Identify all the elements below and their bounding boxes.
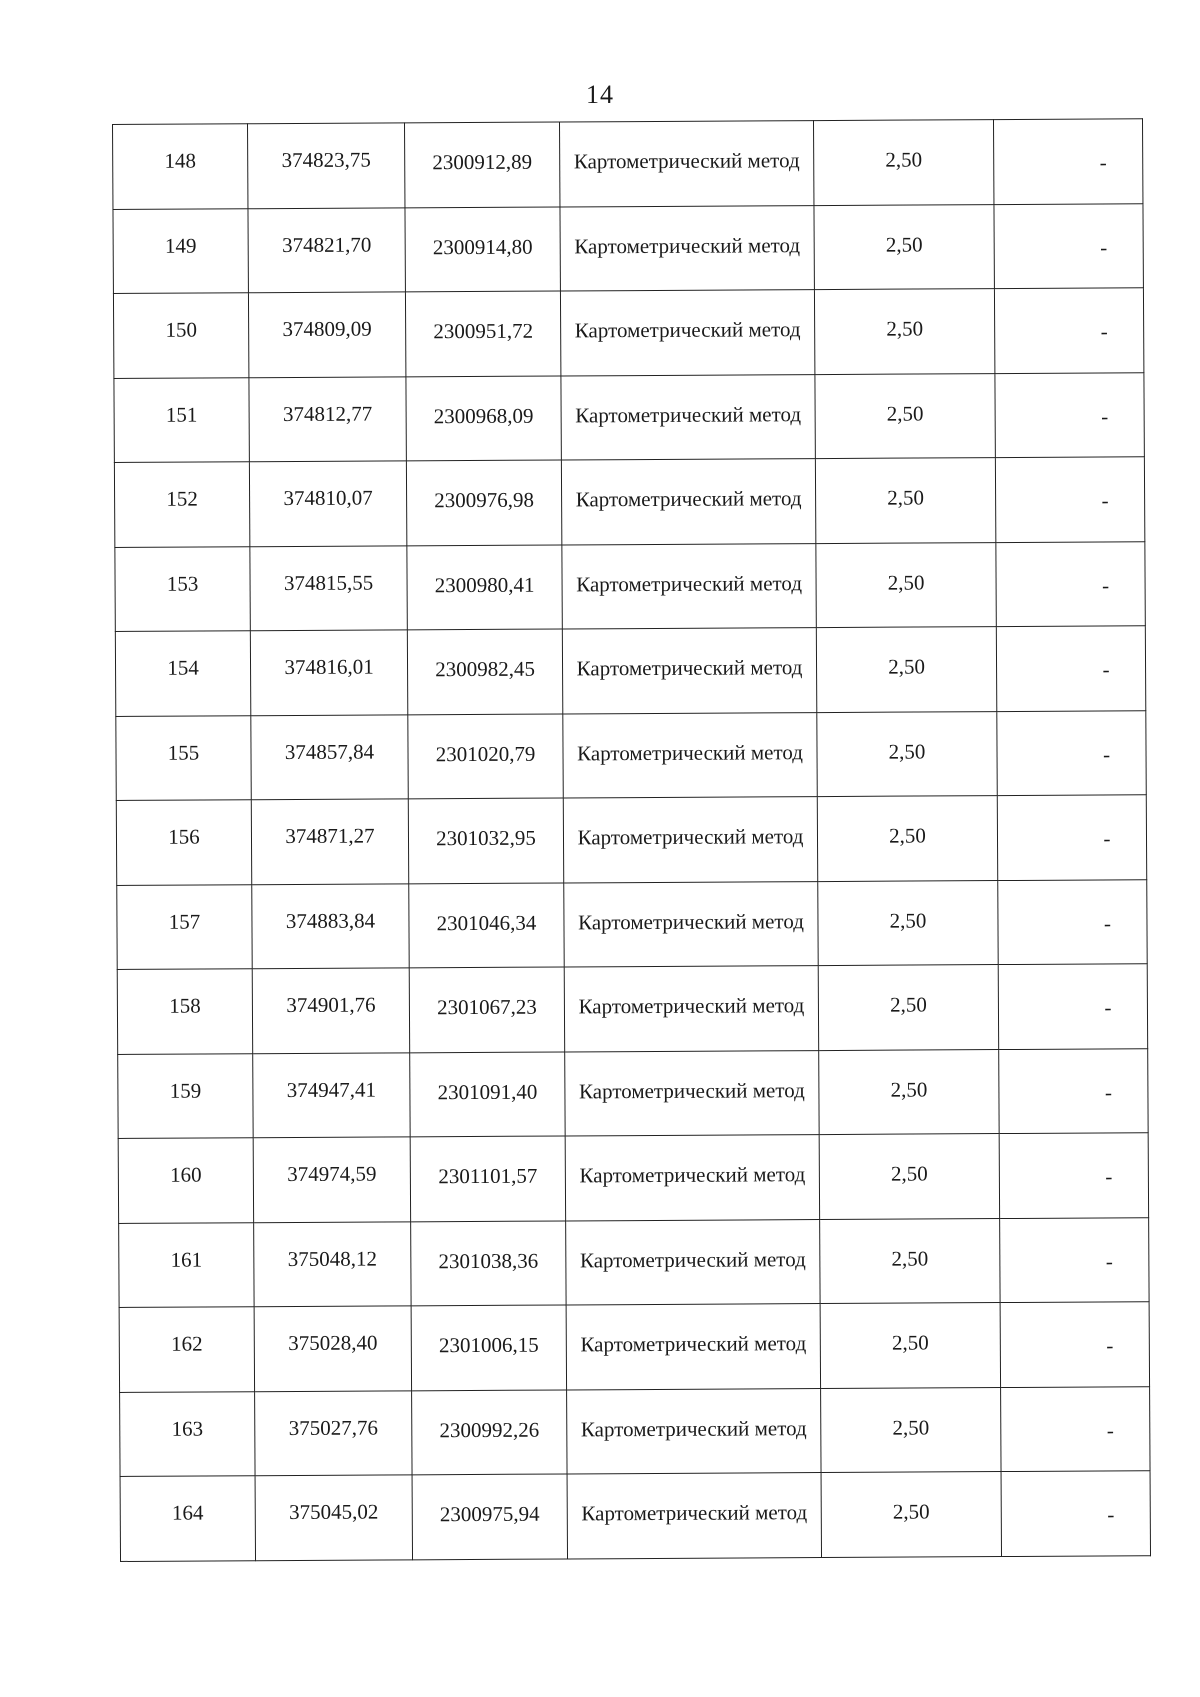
method-cell: Картометрический метод [560,205,814,291]
method-cell: Картометрический метод [565,1135,819,1221]
point-number-cell: 148 [113,124,248,209]
y-coordinate-cell: 2301067,23 [409,967,564,1052]
method-cell: Картометрический метод [561,374,815,460]
x-coordinate-cell: 374812,77 [249,376,406,461]
point-number-cell: 160 [118,1138,253,1223]
y-coordinate-cell: 2300975,94 [412,1474,567,1559]
x-coordinate-cell: 374974,59 [253,1137,410,1222]
method-cell: Картометрический метод [561,459,815,545]
accuracy-cell: 2,50 [817,711,997,797]
y-coordinate-cell: 2301006,15 [411,1305,566,1390]
point-number-cell: 152 [114,462,249,547]
note-cell: - [995,457,1144,542]
method-cell: Картометрический метод [564,881,818,967]
x-coordinate-cell: 375045,02 [255,1475,412,1560]
y-coordinate-cell: 2300914,80 [405,206,560,291]
point-number-cell: 164 [120,1476,255,1561]
point-number-cell: 161 [119,1222,254,1307]
point-number-cell: 159 [118,1053,253,1138]
table-row [119,1217,1149,1307]
y-coordinate-cell: 2300982,45 [407,629,562,714]
point-number-cell: 158 [117,969,252,1054]
note-cell: - [994,203,1143,288]
table-row [115,541,1145,631]
table-row [113,203,1143,293]
coordinates-table [112,118,1151,1561]
y-coordinate-cell: 2300980,41 [407,544,562,629]
accuracy-cell: 2,50 [816,627,996,713]
note-cell: - [1001,1386,1150,1471]
table-body [113,119,1151,1561]
note-cell: - [997,710,1146,795]
method-cell: Картометрический метод [566,1219,820,1305]
y-coordinate-cell: 2300912,89 [404,122,559,207]
point-number-cell: 156 [116,800,251,885]
x-coordinate-cell: 374871,27 [251,799,408,884]
table-row [117,964,1147,1054]
method-cell: Картометрический метод [567,1473,821,1559]
accuracy-cell: 2,50 [820,1303,1000,1389]
accuracy-cell: 2,50 [818,880,998,966]
accuracy-cell: 2,50 [820,1218,1000,1304]
note-cell: - [1000,1217,1149,1302]
note-cell: - [993,119,1142,204]
x-coordinate-cell: 375028,40 [254,1306,411,1391]
point-number-cell: 154 [115,631,250,716]
table-row [120,1386,1150,1476]
note-cell: - [994,288,1143,373]
note-cell: - [996,541,1145,626]
table-row [113,288,1143,378]
point-number-cell: 150 [113,293,248,378]
y-coordinate-cell: 2301091,40 [410,1051,565,1136]
y-coordinate-cell: 2301046,34 [409,882,564,967]
note-cell: - [998,964,1147,1049]
x-coordinate-cell: 374901,76 [252,968,409,1053]
point-number-cell: 162 [119,1307,254,1392]
x-coordinate-cell: 375027,76 [255,1390,412,1475]
accuracy-cell: 2,50 [817,796,997,882]
y-coordinate-cell: 2301020,79 [408,713,563,798]
note-cell: - [1000,1302,1149,1387]
y-coordinate-cell: 2300976,98 [406,460,561,545]
point-number-cell: 153 [115,546,250,631]
table-row [116,710,1146,800]
accuracy-cell: 2,50 [821,1387,1001,1473]
accuracy-cell: 2,50 [814,289,994,375]
method-cell: Картометрический метод [567,1388,821,1474]
x-coordinate-cell: 374823,75 [248,123,405,208]
table-row [118,1048,1148,1138]
accuracy-cell: 2,50 [815,458,995,544]
y-coordinate-cell: 2300992,26 [412,1389,567,1474]
accuracy-cell: 2,50 [821,1472,1001,1558]
accuracy-cell: 2,50 [816,542,996,628]
accuracy-cell: 2,50 [814,204,994,290]
method-cell: Картометрический метод [563,712,817,798]
y-coordinate-cell: 2300951,72 [405,291,560,376]
note-cell: - [999,1048,1148,1133]
point-number-cell: 155 [116,715,251,800]
page-number: 14 [586,80,614,109]
note-cell: - [998,879,1147,964]
x-coordinate-cell: 374821,70 [248,207,405,292]
method-cell: Картометрический метод [559,121,813,207]
note-cell: - [995,372,1144,457]
accuracy-cell: 2,50 [819,1134,999,1220]
y-coordinate-cell: 2301038,36 [411,1220,566,1305]
table-row [115,626,1145,716]
x-coordinate-cell: 374809,09 [248,292,405,377]
note-cell: - [996,626,1145,711]
table-row [114,372,1144,462]
accuracy-cell: 2,50 [818,965,998,1051]
point-number-cell: 149 [113,208,248,293]
method-cell: Картометрический метод [564,966,818,1052]
table-row [116,795,1146,885]
accuracy-cell: 2,50 [819,1049,999,1135]
note-cell: - [999,1133,1148,1218]
method-cell: Картометрический метод [563,797,817,883]
y-coordinate-cell: 2300968,09 [406,375,561,460]
method-cell: Картометрический метод [565,1050,819,1136]
table-row [114,457,1144,547]
table-row [117,879,1147,969]
point-number-cell: 151 [114,377,249,462]
point-number-cell: 163 [120,1391,255,1476]
accuracy-cell: 2,50 [813,120,993,206]
table-row [113,119,1143,209]
method-cell: Картометрический метод [566,1304,820,1390]
y-coordinate-cell: 2301032,95 [408,798,563,883]
accuracy-cell: 2,50 [815,373,995,459]
x-coordinate-cell: 374816,01 [250,630,407,715]
x-coordinate-cell: 374947,41 [253,1052,410,1137]
method-cell: Картометрический метод [562,628,816,714]
note-cell: - [997,795,1146,880]
x-coordinate-cell: 374857,84 [251,714,408,799]
method-cell: Картометрический метод [562,543,816,629]
x-coordinate-cell: 374883,84 [252,883,409,968]
table-row [120,1471,1150,1561]
note-cell: - [1001,1471,1150,1556]
table-row [118,1133,1148,1223]
y-coordinate-cell: 2301101,57 [410,1136,565,1221]
x-coordinate-cell: 374810,07 [249,461,406,546]
x-coordinate-cell: 374815,55 [250,545,407,630]
method-cell: Картометрический метод [560,290,814,376]
table-row [119,1302,1149,1392]
point-number-cell: 157 [117,884,252,969]
x-coordinate-cell: 375048,12 [254,1221,411,1306]
